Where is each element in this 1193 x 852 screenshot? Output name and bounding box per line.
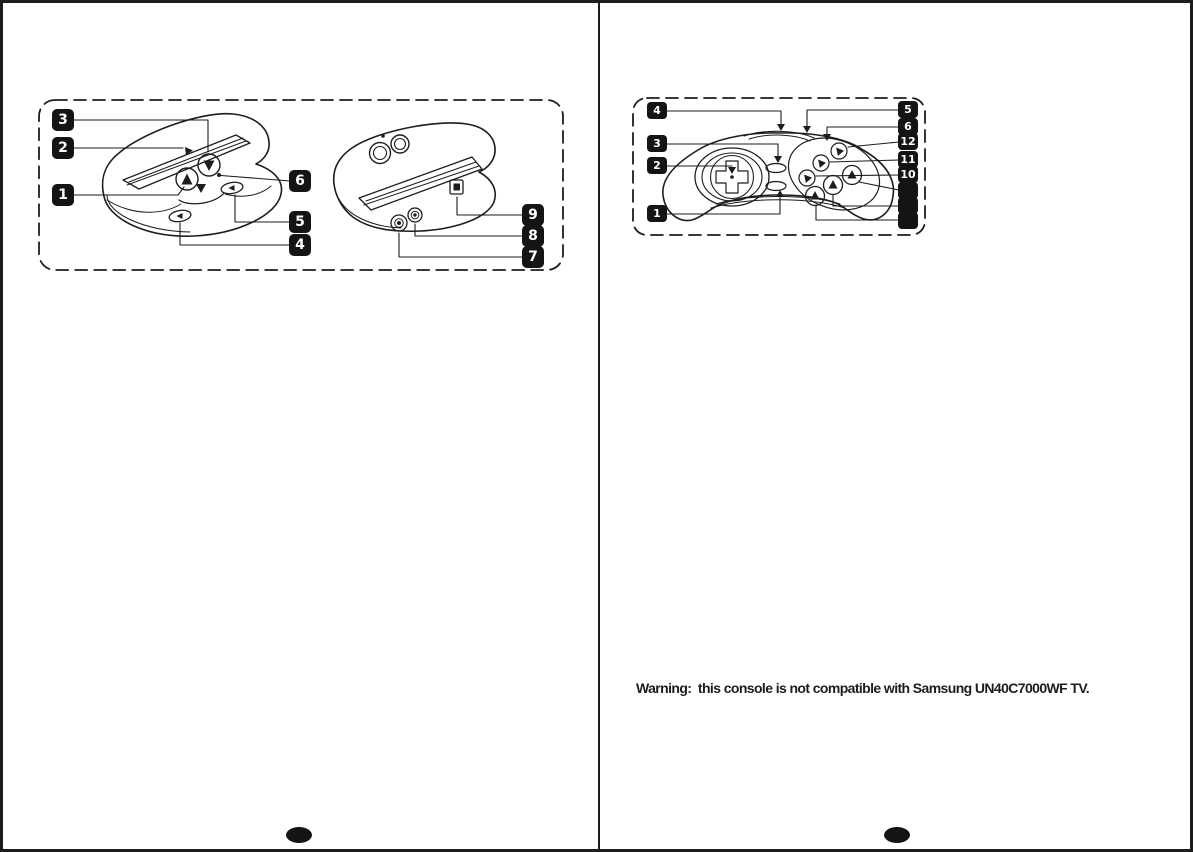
callout-2: 2	[648, 158, 666, 173]
switch-glyph	[229, 185, 235, 191]
callout-1: 1	[53, 185, 73, 205]
warning-text: Warning: this console is not compatible with Samsung UN40C7000WF TV.	[636, 680, 1090, 696]
callout-4: 4	[290, 235, 310, 255]
callout-5: 5	[290, 212, 310, 232]
callout-6: 6	[899, 119, 917, 134]
callout-2: 2	[53, 138, 73, 158]
controller-view	[663, 110, 899, 223]
top-row-buttons	[799, 143, 847, 186]
callout-1: 1	[648, 206, 666, 221]
callout-5: 5	[899, 102, 917, 117]
page-divider-line	[598, 3, 600, 852]
switch-glyph	[177, 213, 183, 219]
callout-3: 3	[53, 110, 73, 130]
front-view-leader-lines	[73, 120, 290, 245]
av-port-glyph	[454, 184, 461, 191]
led-dot	[217, 173, 221, 177]
bulge-arrow-glyph	[196, 184, 206, 193]
console-rear-view	[334, 123, 523, 257]
led-dot	[381, 134, 385, 138]
callout-blank	[899, 198, 917, 213]
up-arrow-button-glyph	[182, 174, 193, 185]
callout-blank	[899, 213, 917, 228]
page-marker-oval-right	[884, 827, 910, 843]
rear-view-leader-lines	[399, 197, 523, 257]
callout-10: 10	[900, 168, 916, 181]
callout-12: 12	[900, 135, 916, 148]
page-marker-oval-left	[286, 827, 312, 843]
callout-3: 3	[648, 136, 666, 151]
callout-7: 7	[523, 247, 543, 267]
callout-8: 8	[523, 226, 543, 246]
console-front-view	[73, 114, 290, 245]
callout-9: 9	[523, 205, 543, 225]
callout-4: 4	[648, 103, 666, 118]
callout-11: 11	[900, 153, 916, 166]
down-arrow-button-glyph	[204, 161, 215, 172]
callout-6: 6	[290, 171, 310, 191]
callout-blank	[899, 183, 917, 198]
